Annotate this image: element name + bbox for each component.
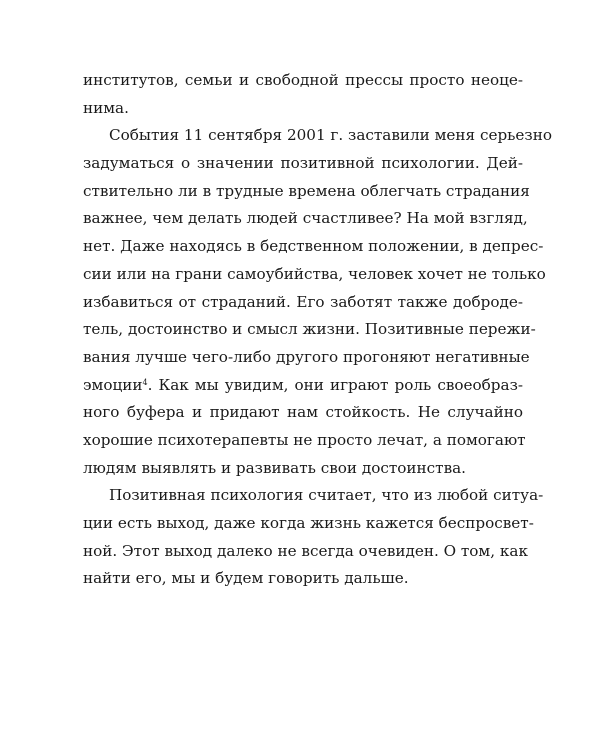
text-line: найти его, мы и будем говорить дальше. bbox=[83, 569, 409, 588]
text-line: важнее, чем делать людей счастливее? На мой взгляд, bbox=[83, 209, 528, 228]
footnote-text-after: . Как мы увидим, они играют роль своеобраз- bbox=[147, 375, 523, 394]
text-line: людям выявлять и развивать свои достоинства. bbox=[83, 458, 467, 477]
text-line: ной. Этот выход далеко не всегда очевиден. О том, как bbox=[83, 541, 528, 560]
text-line: ствительно ли в трудные времена облегчать страдания bbox=[83, 181, 530, 200]
text-line: События 11 сентября 2001 г. заставили меня серьезно bbox=[109, 126, 552, 145]
text-line-with-footnote bbox=[83, 372, 523, 400]
paragraph-1 bbox=[83, 67, 523, 122]
text-line: избавиться от страданий. Его заботят также доброде- bbox=[83, 292, 523, 311]
footnote-marker: 4 bbox=[142, 377, 148, 387]
text-line: хорошие психотерапевты не просто лечат, а помогают bbox=[83, 430, 526, 449]
paragraph-3 bbox=[83, 482, 544, 593]
paragraph-2 bbox=[83, 122, 552, 482]
text-line: тель, достоинство и смысл жизни. Позитивные пережи- bbox=[83, 320, 536, 339]
text-line: вания лучше чего-либо другого прогоняют негативные bbox=[83, 347, 530, 366]
text-line: ного буфера и придают нам стойкость. Не случайно bbox=[83, 403, 523, 422]
text-line: сии или на грани самоубийства, человек хочет не только bbox=[83, 264, 546, 283]
text-line: нима. bbox=[83, 98, 129, 117]
footnote-text-before: эмоции bbox=[83, 375, 143, 394]
book-page-text bbox=[83, 67, 552, 593]
text-line: институтов, семьи и свободной прессы просто неоце- bbox=[83, 71, 523, 89]
text-line: ции есть выход, даже когда жизнь кажется беспросвет- bbox=[83, 514, 534, 532]
text-line: нет. Даже находясь в бедственном положении, в депрес- bbox=[83, 237, 544, 256]
text-line: Позитивная психология считает, что из любой ситуа- bbox=[109, 486, 544, 505]
text-line: задуматься о значении позитивной психологии. Дей- bbox=[83, 154, 523, 173]
